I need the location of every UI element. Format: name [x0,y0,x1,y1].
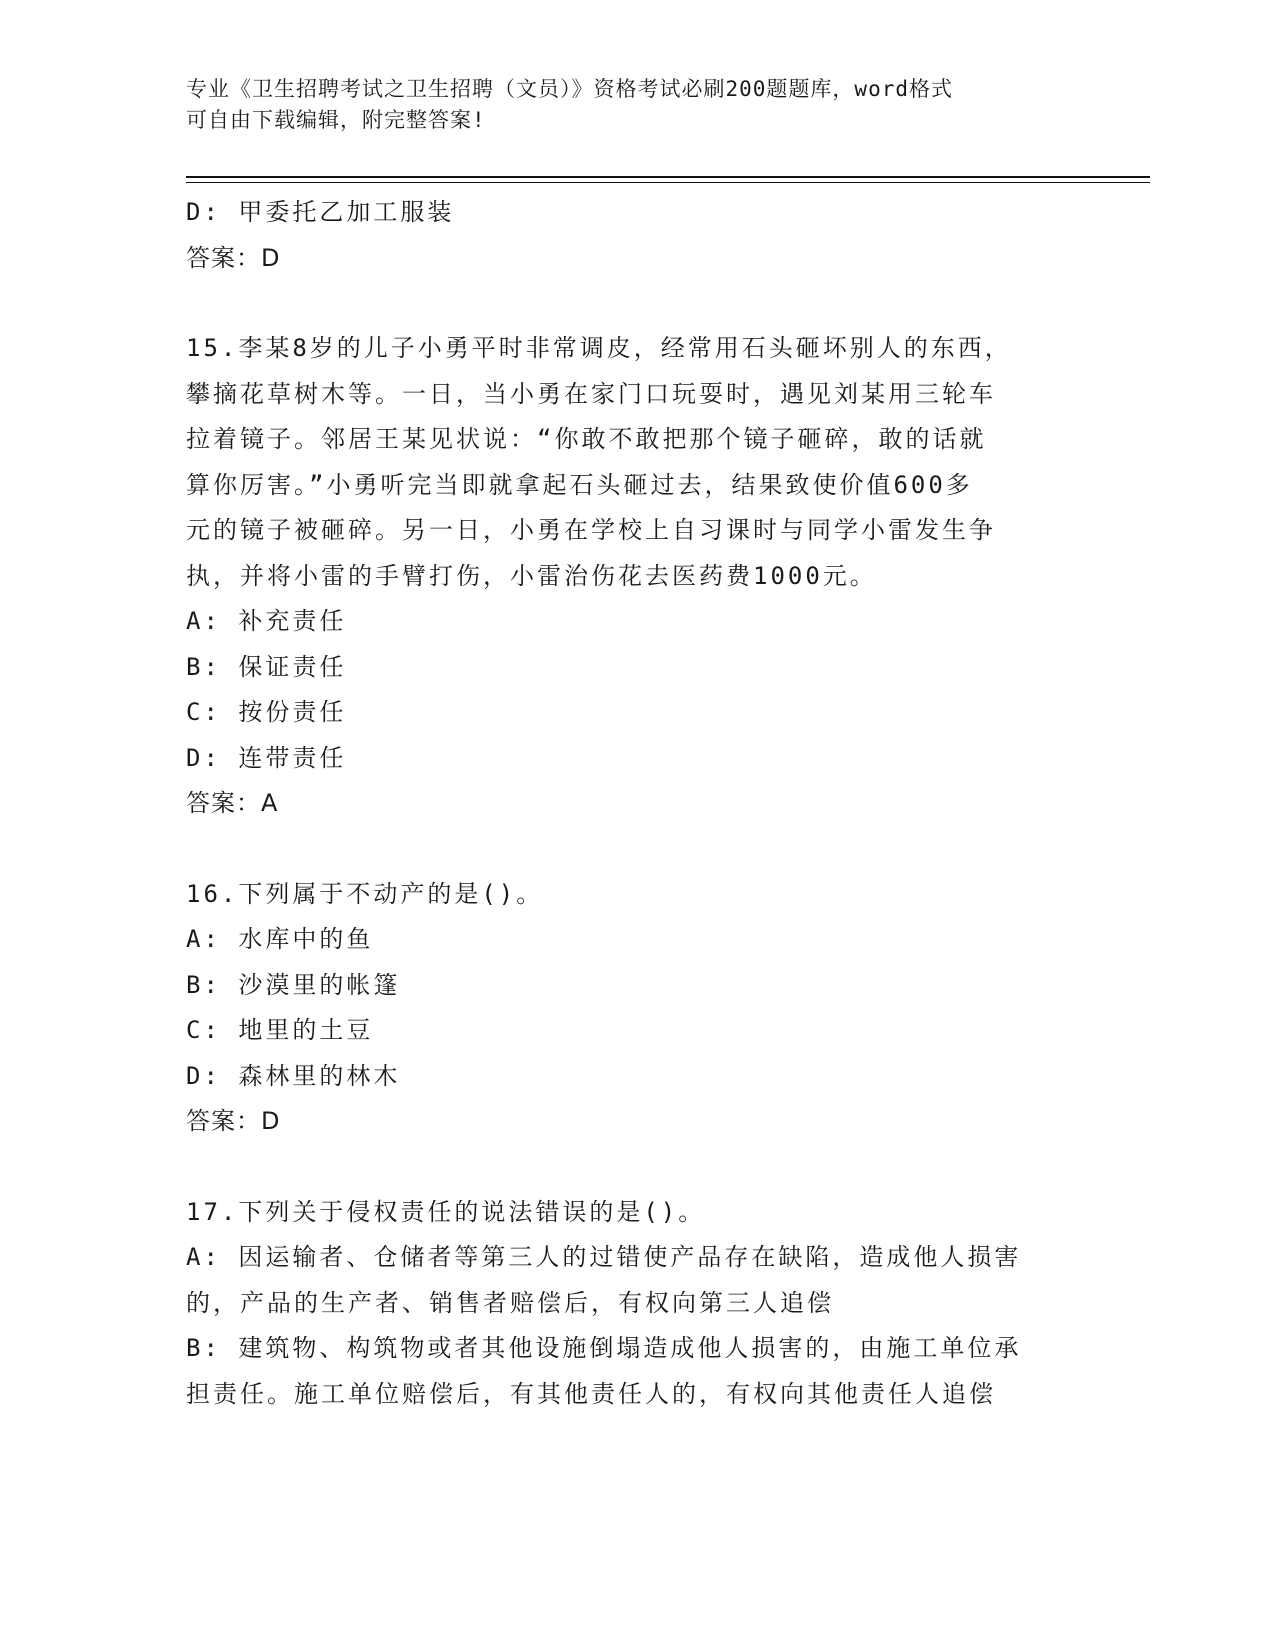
document-header [186,74,1086,136]
option-b-line-1: B: 建筑物、构筑物或者其他设施倒塌造成他人损害的，由施工单位承 [186,1334,1022,1362]
option-c: C: 地里的土豆 [186,1016,374,1044]
question-text-line: 元的镜子被砸碎。另一日，小勇在学校上自习课时与同学小雷发生争 [186,516,996,544]
option-b: B: 沙漠里的帐篷 [186,970,401,999]
option-b: B: 保证责任 [186,652,347,681]
option-b-line-2: 担责任。施工单位赔偿后，有其他责任人的，有权向其他责任人追偿 [186,1379,996,1408]
option-a-line-2: 的，产品的生产者、销售者赔偿后，有权向第三人追偿 [186,1288,834,1317]
question-16 [186,872,1086,1145]
option-d: D: 甲委托乙加工服装 [186,198,455,226]
option-c: C: 按份责任 [186,698,347,726]
answer: 答案：D [186,243,281,272]
header-rule-thin [186,182,1150,183]
header-rule-thick [186,176,1150,178]
question-17 [186,1190,1086,1418]
previous-question-tail [186,190,1086,281]
question-text: 16.下列属于不动产的是()。 [186,879,544,908]
answer: 答案：D [186,1107,281,1135]
question-text-line: 拉着镜子。邻居王某见状说：“你敢不敢把那个镜子砸碎，敢的话就 [186,425,987,453]
question-text-line: 攀摘花草树木等。一日，当小勇在家门口玩耍时，遇见刘某用三轮车 [186,379,996,408]
document-body [186,190,1086,1417]
header-line-1: 专业《卫生招聘考试之卫生招聘（文员）》资格考试必刷200题题库，word格式 [186,77,953,101]
option-d: D: 连带责任 [186,743,347,772]
question-text-line: 算你厉害。”小勇听完当即就拿起石头砸过去，结果致使价值600多 [186,470,973,499]
question-text-line: 执，并将小雷的手臂打伤，小雷治伤花去医药费1000元。 [186,561,877,590]
answer: 答案：A [186,789,279,817]
question-text-line: 15.李某8岁的儿子小勇平时非常调皮，经常用石头砸坏别人的东西， [186,334,1012,362]
option-a: A: 补充责任 [186,607,347,635]
option-a: A: 水库中的鱼 [186,925,374,953]
header-line-2: 可自由下载编辑，附完整答案! [186,108,486,132]
option-a-line-1: A: 因运输者、仓储者等第三人的过错使产品存在缺陷，造成他人损害 [186,1243,1022,1271]
option-d: D: 森林里的林木 [186,1061,401,1090]
question-15 [186,326,1086,827]
question-text: 17.下列关于侵权责任的说法错误的是()。 [186,1197,706,1226]
